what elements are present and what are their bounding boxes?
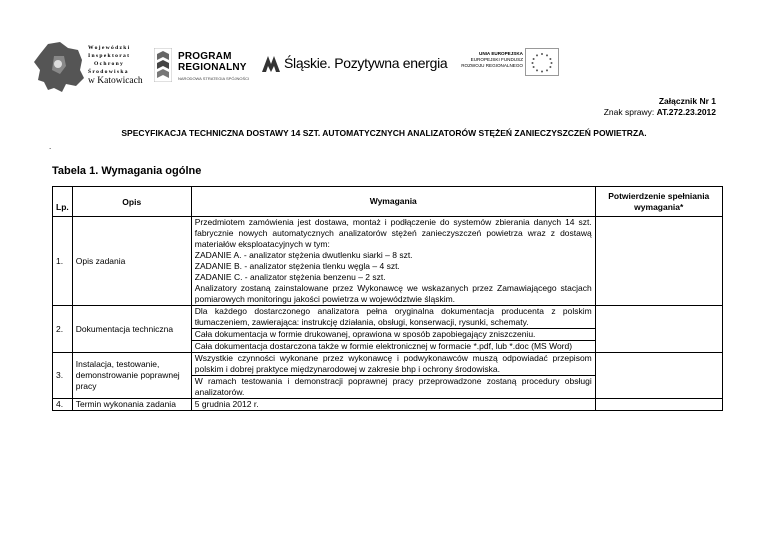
attachment-label: Załącznik Nr 1 xyxy=(658,96,716,106)
wios-city: w Katowicach xyxy=(88,76,143,86)
program-mark-icon xyxy=(154,48,172,82)
row-1-lp: 1. xyxy=(53,217,73,306)
program-line-2: REGIONALNY xyxy=(178,62,247,73)
eu-line-2: EUROPEJSKI FUNDUSZ xyxy=(470,57,523,62)
row-4-lp: 4. xyxy=(53,399,73,411)
row-2-part-2: Cała dokumentacja w formie drukowanej, oprawiona w sposób zapobiegający zniszczeniu. xyxy=(192,328,595,340)
row-3-potwierdzenie[interactable] xyxy=(595,353,722,399)
row-4-wymagania: 5 grudnia 2012 r. xyxy=(191,399,595,411)
table-row xyxy=(53,217,723,306)
row-2-part-1: Dla każdego dostarczonego analizatora pełna oryginalna dokumentacja producenta z polskim tłumaczeniem, zawierająca: instrukcję działania, obsługi, konserwacji, rysunki, schematy. xyxy=(194,306,592,327)
stray-dot: . xyxy=(49,142,52,151)
case-number xyxy=(604,107,716,117)
table-title: Tabela 1. Wymagania ogólne xyxy=(52,165,202,177)
wios-line-3: Ochrony xyxy=(94,61,125,67)
row-1-opis: Opis zadania xyxy=(72,217,191,306)
row-1-line-4: ZADANIE C. - analizator stężenia benzenu – 2 szt. xyxy=(194,272,386,282)
eu-flag-icon xyxy=(525,48,559,76)
case-number-value: AT.272.23.2012 xyxy=(656,107,716,117)
row-1-potwierdzenie[interactable] xyxy=(595,217,722,306)
row-1-line-1: Przedmiotem zamówienia jest dostawa, montaż i podłączenie do systemów zbierania danych 14 szt. fabrycznie nowych automatycznych analizatorów stężeń zanieczyszczeń powietrza wraz z dostawą materiałów eksploatacyjnych w tym: xyxy=(194,217,592,249)
row-1-line-2: ZADANIE A. - analizator stężenia dwutlenku siarki – 8 szt. xyxy=(194,250,413,260)
row-2-potwierdzenie[interactable] xyxy=(595,306,722,353)
table-header-row xyxy=(53,187,723,217)
row-2-opis: Dokumentacja techniczna xyxy=(72,306,191,353)
row-1-line-5: Analizatory zostaną zainstalowane przez Wykonawcę we wskazanych przez Zamawiającego stacjach pomiarowych monitoringu jakości powietrza w województwie śląskim. xyxy=(194,283,592,304)
row-1-line-3: ZADANIE B. - analizator stężenia tlenku węgla – 4 szt. xyxy=(194,261,400,271)
wios-line-4: Środowiska xyxy=(88,69,129,75)
row-2-lp: 2. xyxy=(53,306,73,353)
slaskie-emblem-icon xyxy=(260,54,282,74)
wios-line-1: Wojewódzki xyxy=(88,45,131,51)
row-3-part-2: W ramach testowania i demonstracji poprawnej pracy przeprowadzone zostaną procedury obsługi analizatorów. xyxy=(192,375,595,398)
table-row xyxy=(53,306,723,353)
program-sub: NARODOWA STRATEGIA SPÓJNOŚCI xyxy=(178,76,250,81)
table-row xyxy=(53,399,723,411)
case-number-label: Znak sprawy: xyxy=(603,107,657,117)
header-wymagania: Wymagania xyxy=(191,187,595,217)
spec-title: SPECYFIKACJA TECHNICZNA DOSTAWY 14 SZT. AUTOMATYCZNYCH ANALIZATORÓW STĘŻEŃ ZANIECZYSZCZEŃ POWIETRZA. xyxy=(121,128,647,138)
silesia-map-icon xyxy=(34,42,86,92)
eu-line-3: ROZWOJU REGIONALNEGO xyxy=(461,63,523,68)
wios-line-2: Inspektorat xyxy=(88,53,131,59)
requirements-table xyxy=(52,186,723,411)
table-row xyxy=(53,353,723,399)
header-opis: Opis xyxy=(72,187,191,217)
row-3-opis: Instalacja, testowanie, demonstrowanie poprawnej pracy xyxy=(72,353,191,399)
program-line-1: PROGRAM xyxy=(178,51,232,62)
program-regionalny-logo xyxy=(154,48,254,88)
row-4-potwierdzenie[interactable] xyxy=(595,399,722,411)
row-3-wymagania xyxy=(191,353,595,399)
eu-logo xyxy=(454,48,559,84)
slaskie-text: Śląskie. Pozytywna energia xyxy=(284,55,448,71)
header-lp: Lp. xyxy=(53,187,73,217)
header-potwierdzenie: Potwierdzenie spełniania wymagania* xyxy=(595,187,722,217)
row-1-wymagania xyxy=(191,217,595,306)
row-2-wymagania xyxy=(191,306,595,353)
row-3-lp: 3. xyxy=(53,353,73,399)
row-3-part-1: Wszystkie czynności wykonane przez wykonawcę i podwykonawców muszą odpowiadać przepisom polskim i dobrej praktyce międzynarodowej w zakresie bhp i ochrony środowiska. xyxy=(194,353,592,374)
eu-line-1: UNIA EUROPEJSKA xyxy=(479,51,523,56)
row-2-part-3: Cała dokumentacja dostarczona także w formie elektronicznej w formacie *.pdf, lub *.doc (MS Word) xyxy=(192,340,595,352)
header-logos xyxy=(34,40,554,92)
row-4-opis: Termin wykonania zadania xyxy=(72,399,191,411)
